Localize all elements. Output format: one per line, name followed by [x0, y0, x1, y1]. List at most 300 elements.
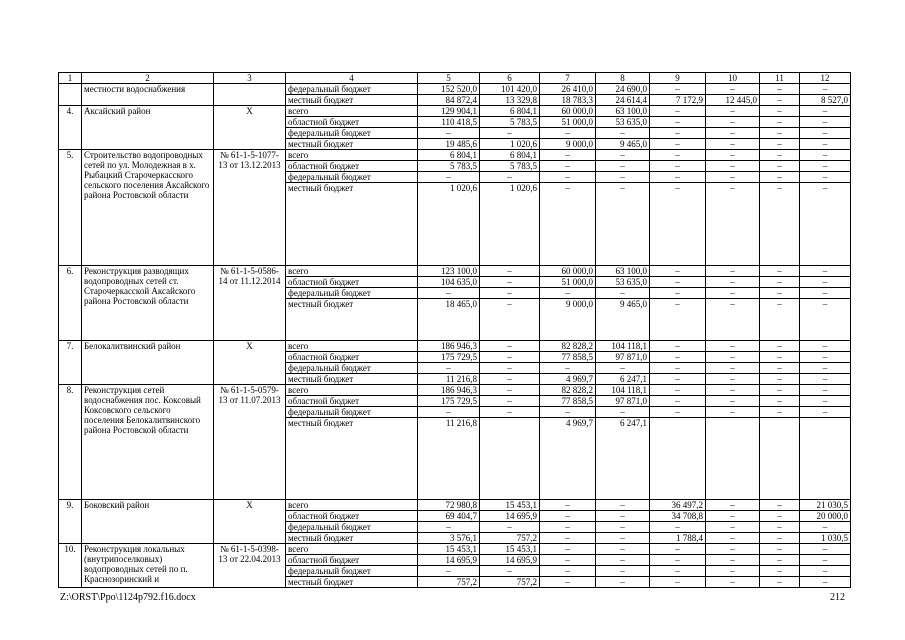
amount-cell: 104 635,0	[418, 277, 480, 288]
amount-cell: –	[760, 500, 800, 511]
amount-cell: –	[650, 566, 706, 577]
amount-cell: –	[480, 352, 540, 363]
amount-cell: –	[418, 522, 480, 533]
amount-cell: –	[650, 385, 706, 396]
amount-cell: 51 000,0	[540, 117, 596, 128]
column-number: 11	[760, 73, 800, 84]
amount-cell: –	[480, 407, 540, 418]
budget-source: всего	[286, 500, 418, 511]
object-name: Реконструкция разводящих водопроводных сетей ст. Старочеркасской Аксайского района Ростовской области	[82, 266, 214, 341]
amount-cell: –	[540, 288, 596, 299]
amount-cell: 1 020,6	[480, 183, 540, 266]
amount-cell: –	[706, 544, 760, 555]
row-number: 4.	[59, 106, 82, 150]
amount-cell: –	[800, 363, 851, 374]
budget-source: федеральный бюджет	[286, 84, 418, 95]
budget-source: федеральный бюджет	[286, 288, 418, 299]
budget-source: всего	[286, 106, 418, 117]
column-number: 1	[59, 73, 82, 84]
amount-cell: 21 030,5	[800, 500, 851, 511]
file-path: Z:\ORST\Ppo\1124p792.f16.docx	[60, 592, 196, 603]
amount-cell: –	[480, 374, 540, 385]
amount-cell: –	[480, 363, 540, 374]
amount-cell: 18 465,0	[418, 299, 480, 341]
column-number: 8	[596, 73, 650, 84]
amount-cell: –	[706, 128, 760, 139]
budget-source: всего	[286, 544, 418, 555]
amount-cell: 186 946,3	[418, 385, 480, 396]
amount-cell: 72 980,8	[418, 500, 480, 511]
object-name: местности водоснабжения	[82, 84, 214, 106]
amount-cell: –	[650, 577, 706, 588]
amount-cell: 5 783,5	[418, 161, 480, 172]
row-number: 10.	[59, 544, 82, 588]
table-row	[59, 84, 851, 95]
amount-cell: –	[480, 385, 540, 396]
budget-source: местный бюджет	[286, 139, 418, 150]
row-number: 9.	[59, 500, 82, 544]
amount-cell: –	[650, 84, 706, 95]
row-number	[59, 84, 82, 106]
amount-cell: –	[800, 288, 851, 299]
amount-cell: –	[596, 150, 650, 161]
amount-cell: –	[800, 544, 851, 555]
budget-table	[58, 72, 851, 588]
amount-cell: 15 453,1	[480, 500, 540, 511]
amount-cell: 14 695,9	[480, 511, 540, 522]
amount-cell: –	[596, 555, 650, 566]
amount-cell: –	[800, 277, 851, 288]
amount-cell: 63 100,0	[596, 266, 650, 277]
budget-source: областной бюджет	[286, 352, 418, 363]
amount-cell: –	[800, 161, 851, 172]
amount-cell: –	[800, 352, 851, 363]
amount-cell: –	[706, 363, 760, 374]
amount-cell: –	[760, 150, 800, 161]
amount-cell: 60 000,0	[540, 106, 596, 117]
amount-cell: –	[540, 566, 596, 577]
amount-cell: –	[596, 363, 650, 374]
budget-source: федеральный бюджет	[286, 128, 418, 139]
amount-cell: –	[800, 139, 851, 150]
amount-cell: –	[540, 500, 596, 511]
amount-cell: –	[540, 172, 596, 183]
amount-cell: 84 872,4	[418, 95, 480, 106]
amount-cell	[706, 418, 760, 500]
amount-cell: –	[706, 183, 760, 266]
amount-cell: –	[650, 544, 706, 555]
column-number: 6	[480, 73, 540, 84]
project-code: № 61-1-5-0398-13 от 22.04.2013	[214, 544, 286, 588]
amount-cell: 186 946,3	[418, 341, 480, 352]
amount-cell: –	[418, 172, 480, 183]
amount-cell: –	[706, 374, 760, 385]
budget-source: областной бюджет	[286, 396, 418, 407]
amount-cell: –	[480, 172, 540, 183]
page-number: 212	[830, 592, 845, 603]
amount-cell: –	[650, 555, 706, 566]
amount-cell: –	[540, 161, 596, 172]
budget-source: областной бюджет	[286, 555, 418, 566]
budget-source: всего	[286, 150, 418, 161]
amount-cell: 3 576,1	[418, 533, 480, 544]
amount-cell: –	[596, 407, 650, 418]
amount-cell: –	[760, 385, 800, 396]
budget-source: областной бюджет	[286, 277, 418, 288]
amount-cell: –	[650, 363, 706, 374]
amount-cell: 34 708,8	[650, 511, 706, 522]
amount-cell: –	[800, 299, 851, 341]
amount-cell: –	[800, 117, 851, 128]
project-code	[214, 84, 286, 106]
object-name: Строительство водопроводных сетей по ул. Молодежная в х. Рыбацкий Старочеркасского сельского поселения Аксайского района Ростовской области	[82, 150, 214, 266]
amount-cell: –	[706, 266, 760, 277]
amount-cell: –	[800, 84, 851, 95]
amount-cell: –	[760, 555, 800, 566]
amount-cell: –	[596, 566, 650, 577]
amount-cell: –	[650, 172, 706, 183]
amount-cell: –	[800, 396, 851, 407]
amount-cell: 104 118,1	[596, 341, 650, 352]
amount-cell: 18 783,3	[540, 95, 596, 106]
amount-cell: –	[760, 288, 800, 299]
amount-cell: –	[706, 566, 760, 577]
budget-source: федеральный бюджет	[286, 363, 418, 374]
amount-cell: –	[760, 266, 800, 277]
header-row	[59, 73, 851, 84]
project-code: № 61-1-5-1077-13 от 13.12.2013	[214, 150, 286, 266]
amount-cell: –	[800, 566, 851, 577]
amount-cell: –	[596, 533, 650, 544]
amount-cell: 15 453,1	[480, 544, 540, 555]
object-name: Аксайский район	[82, 106, 214, 150]
amount-cell: 12 445,0	[706, 95, 760, 106]
amount-cell: –	[540, 511, 596, 522]
amount-cell: 757,2	[418, 577, 480, 588]
amount-cell: –	[650, 341, 706, 352]
amount-cell: 19 485,6	[418, 139, 480, 150]
amount-cell: –	[418, 128, 480, 139]
amount-cell: –	[760, 106, 800, 117]
amount-cell: –	[596, 288, 650, 299]
amount-cell: –	[650, 396, 706, 407]
amount-cell: –	[650, 277, 706, 288]
amount-cell: 6 247,1	[596, 374, 650, 385]
budget-source: всего	[286, 385, 418, 396]
amount-cell: –	[706, 139, 760, 150]
amount-cell: –	[650, 128, 706, 139]
amount-cell: 69 404,7	[418, 511, 480, 522]
budget-source: местный бюджет	[286, 533, 418, 544]
amount-cell: –	[760, 407, 800, 418]
amount-cell: 9 465,0	[596, 299, 650, 341]
budget-source: местный бюджет	[286, 374, 418, 385]
amount-cell: –	[706, 396, 760, 407]
amount-cell: 1 020,6	[418, 183, 480, 266]
amount-cell: 123 100,0	[418, 266, 480, 277]
amount-cell: –	[540, 363, 596, 374]
amount-cell	[800, 418, 851, 500]
amount-cell: 9 000,0	[540, 299, 596, 341]
amount-cell: 97 871,0	[596, 352, 650, 363]
column-number: 7	[540, 73, 596, 84]
amount-cell: 13 329,8	[480, 95, 540, 106]
amount-cell: 82 828,2	[540, 341, 596, 352]
amount-cell: –	[650, 352, 706, 363]
amount-cell: –	[540, 577, 596, 588]
amount-cell: –	[800, 183, 851, 266]
amount-cell: –	[596, 183, 650, 266]
budget-source: областной бюджет	[286, 161, 418, 172]
amount-cell: 53 635,0	[596, 277, 650, 288]
amount-cell: –	[800, 522, 851, 533]
project-code: № 61-1-5-0586-14 от 11.12.2014	[214, 266, 286, 341]
object-name: Белокалитвинский район	[82, 341, 214, 385]
amount-cell: 77 858,5	[540, 396, 596, 407]
project-code: Х	[214, 500, 286, 544]
amount-cell: 4 969,7	[540, 418, 596, 500]
amount-cell: –	[480, 128, 540, 139]
amount-cell: –	[760, 566, 800, 577]
amount-cell: 51 000,0	[540, 277, 596, 288]
amount-cell: –	[480, 396, 540, 407]
amount-cell: –	[480, 277, 540, 288]
project-code: Х	[214, 341, 286, 385]
amount-cell: –	[480, 266, 540, 277]
amount-cell: 24 690,0	[596, 84, 650, 95]
budget-source: всего	[286, 341, 418, 352]
amount-cell: –	[596, 172, 650, 183]
project-code: Х	[214, 106, 286, 150]
column-number: 9	[650, 73, 706, 84]
table-row	[59, 341, 851, 352]
budget-source: местный бюджет	[286, 299, 418, 341]
amount-cell: –	[650, 139, 706, 150]
amount-cell: –	[800, 385, 851, 396]
amount-cell: –	[596, 522, 650, 533]
amount-cell: 24 614,4	[596, 95, 650, 106]
amount-cell: –	[760, 374, 800, 385]
table-row	[59, 266, 851, 277]
row-number: 7.	[59, 341, 82, 385]
table-row	[59, 500, 851, 511]
amount-cell: 15 453,1	[418, 544, 480, 555]
amount-cell: 104 118,1	[596, 385, 650, 396]
amount-cell: –	[760, 95, 800, 106]
amount-cell: –	[540, 150, 596, 161]
amount-cell: 152 520,0	[418, 84, 480, 95]
amount-cell: –	[540, 183, 596, 266]
amount-cell: –	[706, 385, 760, 396]
amount-cell: –	[800, 172, 851, 183]
amount-cell: 53 635,0	[596, 117, 650, 128]
amount-cell: –	[650, 183, 706, 266]
amount-cell: –	[650, 288, 706, 299]
amount-cell: –	[706, 511, 760, 522]
amount-cell: 9 465,0	[596, 139, 650, 150]
amount-cell: –	[706, 117, 760, 128]
budget-source: всего	[286, 266, 418, 277]
table-row	[59, 106, 851, 117]
amount-cell: –	[800, 374, 851, 385]
amount-cell: –	[706, 577, 760, 588]
amount-cell: –	[540, 533, 596, 544]
amount-cell: –	[706, 106, 760, 117]
column-number: 10	[706, 73, 760, 84]
amount-cell: 82 828,2	[540, 385, 596, 396]
amount-cell: 1 788,4	[650, 533, 706, 544]
amount-cell: –	[540, 555, 596, 566]
amount-cell: –	[800, 407, 851, 418]
amount-cell: 1 030,5	[800, 533, 851, 544]
amount-cell: –	[800, 128, 851, 139]
amount-cell: –	[760, 522, 800, 533]
amount-cell: 60 000,0	[540, 266, 596, 277]
amount-cell: 14 695,9	[480, 555, 540, 566]
amount-cell: –	[800, 577, 851, 588]
amount-cell	[760, 418, 800, 500]
amount-cell: –	[800, 106, 851, 117]
amount-cell: –	[760, 299, 800, 341]
amount-cell: –	[596, 511, 650, 522]
budget-source: областной бюджет	[286, 117, 418, 128]
amount-cell: –	[706, 407, 760, 418]
amount-cell: 97 871,0	[596, 396, 650, 407]
column-number: 12	[800, 73, 851, 84]
budget-source: федеральный бюджет	[286, 522, 418, 533]
object-name: Реконструкция сетей водоснабжения пос. Коксовый Коксовского сельского поселения Белокалитвинского района Ростовской области	[82, 385, 214, 500]
amount-cell: –	[706, 172, 760, 183]
amount-cell: –	[480, 522, 540, 533]
amount-cell: –	[800, 555, 851, 566]
amount-cell: 175 729,5	[418, 352, 480, 363]
amount-cell: 110 418,5	[418, 117, 480, 128]
amount-cell: –	[540, 407, 596, 418]
amount-cell: –	[650, 161, 706, 172]
amount-cell: –	[760, 341, 800, 352]
amount-cell: –	[480, 288, 540, 299]
amount-cell: –	[760, 117, 800, 128]
budget-source: местный бюджет	[286, 183, 418, 266]
amount-cell: 5 783,5	[480, 117, 540, 128]
amount-cell: –	[418, 363, 480, 374]
amount-cell: 7 172,9	[650, 95, 706, 106]
amount-cell: –	[706, 150, 760, 161]
amount-cell: 63 100,0	[596, 106, 650, 117]
amount-cell: –	[650, 374, 706, 385]
table-row	[59, 385, 851, 396]
amount-cell: –	[596, 544, 650, 555]
amount-cell: –	[760, 352, 800, 363]
amount-cell: –	[706, 352, 760, 363]
amount-cell: 175 729,5	[418, 396, 480, 407]
amount-cell: –	[760, 183, 800, 266]
amount-cell: –	[760, 544, 800, 555]
column-number: 4	[286, 73, 418, 84]
amount-cell: –	[650, 266, 706, 277]
amount-cell: –	[418, 566, 480, 577]
table-row	[59, 544, 851, 555]
amount-cell: –	[760, 277, 800, 288]
amount-cell: –	[540, 128, 596, 139]
budget-source: федеральный бюджет	[286, 407, 418, 418]
amount-cell: 77 858,5	[540, 352, 596, 363]
budget-source: местный бюджет	[286, 577, 418, 588]
amount-cell: 8 527,0	[800, 95, 851, 106]
amount-cell: –	[760, 172, 800, 183]
amount-cell: 6 804,1	[480, 150, 540, 161]
amount-cell: 26 410,0	[540, 84, 596, 95]
amount-cell: –	[540, 522, 596, 533]
amount-cell: 757,2	[480, 533, 540, 544]
amount-cell: –	[760, 84, 800, 95]
amount-cell: –	[706, 84, 760, 95]
amount-cell: 101 420,0	[480, 84, 540, 95]
amount-cell: –	[650, 407, 706, 418]
amount-cell: –	[596, 500, 650, 511]
amount-cell: –	[706, 500, 760, 511]
project-code: № 61-1-5-0579-13 от 11.07.2013	[214, 385, 286, 500]
column-number: 2	[82, 73, 214, 84]
amount-cell: –	[650, 299, 706, 341]
amount-cell: –	[650, 150, 706, 161]
amount-cell: –	[760, 511, 800, 522]
amount-cell: 20 000,0	[800, 511, 851, 522]
amount-cell: 6 804,1	[480, 106, 540, 117]
amount-cell: –	[650, 117, 706, 128]
amount-cell: –	[800, 150, 851, 161]
amount-cell: 36 497,2	[650, 500, 706, 511]
column-number: 3	[214, 73, 286, 84]
row-number: 6.	[59, 266, 82, 341]
budget-source: местный бюджет	[286, 95, 418, 106]
amount-cell: –	[800, 341, 851, 352]
amount-cell: –	[706, 533, 760, 544]
amount-cell: –	[650, 522, 706, 533]
amount-cell: 14 695,9	[418, 555, 480, 566]
amount-cell: –	[760, 396, 800, 407]
amount-cell: –	[418, 288, 480, 299]
amount-cell: –	[706, 299, 760, 341]
amount-cell: –	[760, 161, 800, 172]
amount-cell: 1 020,6	[480, 139, 540, 150]
amount-cell: 129 904,1	[418, 106, 480, 117]
amount-cell: –	[760, 577, 800, 588]
budget-source: федеральный бюджет	[286, 566, 418, 577]
amount-cell: 11 216,8	[418, 418, 480, 500]
amount-cell: –	[650, 106, 706, 117]
budget-source: областной бюджет	[286, 511, 418, 522]
budget-source: местный бюджет	[286, 418, 418, 500]
amount-cell: –	[760, 128, 800, 139]
row-number: 5.	[59, 150, 82, 266]
row-number: 8.	[59, 385, 82, 500]
amount-cell: –	[480, 341, 540, 352]
amount-cell: –	[480, 299, 540, 341]
amount-cell: –	[706, 522, 760, 533]
amount-cell: –	[480, 566, 540, 577]
object-name: Боковский район	[82, 500, 214, 544]
amount-cell: –	[596, 161, 650, 172]
table-row	[59, 150, 851, 161]
amount-cell: 5 783,5	[480, 161, 540, 172]
amount-cell: –	[706, 277, 760, 288]
amount-cell: –	[706, 341, 760, 352]
column-number: 5	[418, 73, 480, 84]
amount-cell	[650, 418, 706, 500]
amount-cell: –	[760, 533, 800, 544]
amount-cell: –	[760, 363, 800, 374]
